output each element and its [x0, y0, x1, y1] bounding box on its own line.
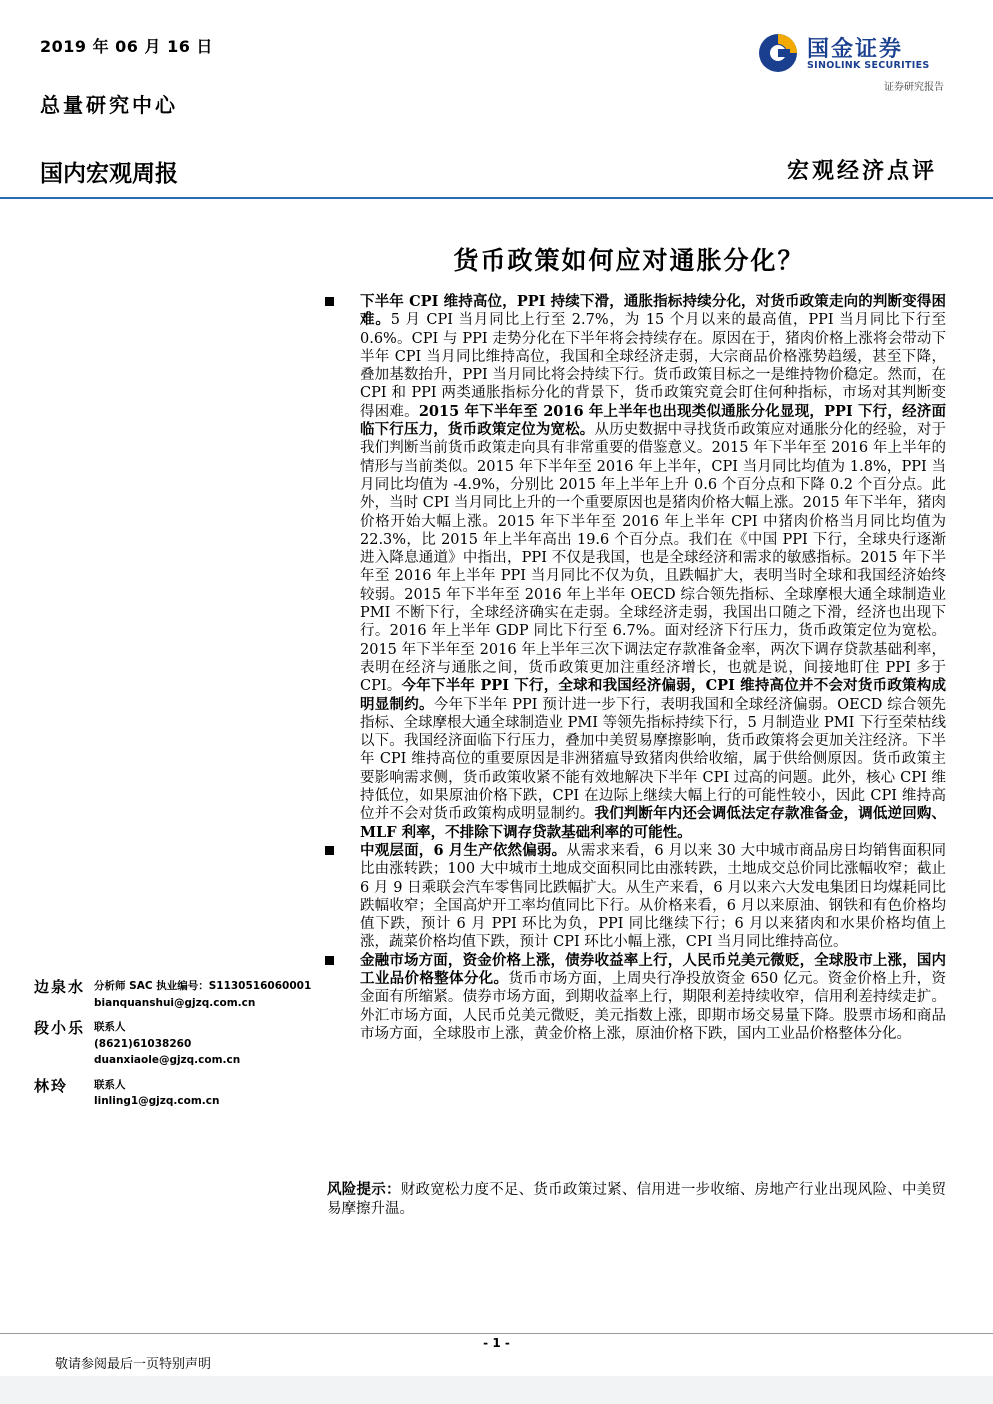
- research-center-name: 总量研究中心: [40, 93, 178, 117]
- risk-label: 风险提示：: [327, 1181, 401, 1198]
- author-name: 林玲: [34, 1076, 69, 1095]
- paragraph-bold-text: 我们判断年内还会调低法定存款准备金，调低逆回购、MLF 利率，不排除下调存贷款基础利率的可能性。: [360, 805, 947, 841]
- author-role: 联系人: [94, 1021, 126, 1033]
- report-date: 2019 年 06 月 16 日: [40, 37, 213, 56]
- company-logo: [757, 30, 947, 100]
- paragraph-bold-text: 中观层面，6 月生产依然偏弱。: [360, 841, 567, 859]
- author-role: 分析师 SAC 执业编号：S1130516060001: [94, 980, 312, 992]
- bullet-square-icon: [325, 297, 334, 306]
- summary-paragraph-2: [360, 842, 946, 952]
- author-email[interactable]: bianquanshui@gjzq.com.cn: [94, 996, 256, 1009]
- author-name: 段小乐: [34, 1019, 86, 1037]
- author-email[interactable]: linling1@gjzq.com.cn: [94, 1095, 220, 1107]
- logo-english-text: SINOLINK SECURITIES: [807, 60, 930, 71]
- paragraph-text: 今年下半年 PPI 预计进一步下行，表明我国和全球经济偏弱。OECD 综合领先指标、全球摩根大通全球制造业 PMI 等领先指标持续下行，5 月制造业 PMI 下行至荣枯线以下。我国经济面临下行压力，叠加中美贸易摩擦影响，货币政策将会更加关注经济。下半年 CPI 维持高位的重要原因是非洲猪瘟导致猪肉供给收缩，属于供给侧原因。货币政策主要影响需求侧，货币政策收紧不能有效地解决下半年 CPI 过高的问题。此外，核心 CPI 维持低位，如果原油价格下跌，CPI 在边际上继续大幅上行的可能性较小，因此 CPI 维持高位并不会对货币政策构成明显制约。: [360, 696, 946, 823]
- report-body: [360, 293, 946, 1043]
- paragraph-text: 从需求来看，6 月以来 30 大中城市商品房日均销售面积同比由涨转跌；100 大中城市土地成交面积同比由涨转跌，土地成交总价同比涨幅收窄；截止 6 月 9 日乘联会汽车零售同比跌幅扩大。从生产来看，6 月以来六大发电集团日均煤耗同比跌幅收窄；全国高炉开工率均值同比下行。从价格来看，6 月以来原油、钢铁和有色价格均值下跌，预计 6 月 PPI 环比为负，PPI 同比继续下行；6 月以来猪肉和水果价格均值上涨，蔬菜价格均值下跌，预计 CPI 环比小幅上涨，CPI 当月同比维持高位。: [360, 842, 946, 951]
- risk-notice: [327, 1181, 946, 1218]
- summary-paragraph-1: [360, 293, 946, 842]
- paragraph-bold-text: 下半年 CPI 维持高位，PPI 持续下滑，通胀指标持续分化，对货币政策走向的判断变得困难。: [360, 293, 946, 329]
- author-entry: [34, 1017, 324, 1069]
- author-entry: [34, 1075, 324, 1110]
- paragraph-bold-text: 金融市场方面，资金价格上涨，债券收益率上行，人民币兑美元微贬，全球股市上涨，国内工业品价格整体分化。: [360, 951, 946, 987]
- page-number: - 1 -: [483, 1336, 510, 1350]
- bullet-square-icon: [325, 846, 334, 855]
- summary-paragraph-3: [360, 952, 946, 1043]
- paragraph-text: 5 月 CPI 当月同比上行至 2.7%，为 15 个月以来的最高值，PPI 当月同比下行至 0.6%。CPI 与 PPI 走势分化在下半年将会持续存在。原因在于，猪肉价格上涨将会带动下半年 CPI 当月同比维持高位，我国和全球经济走弱，大宗商品价格涨势趋缓，甚至下降，叠加基数抬升，PPI 当月同比将会持续下行。货币政策目标之一是维持物价稳定。然而，在 CPI 和 PPI 两类通胀指标分化的背景下，货币政策究竟会盯住何种指标，市场对其判断变得困难。: [360, 312, 946, 420]
- author-phone: (8621)61038260: [94, 1037, 192, 1050]
- bullet-square-icon: [325, 956, 334, 965]
- report-category: 宏观经济点评: [786, 158, 937, 184]
- author-entry: [34, 976, 324, 1011]
- disclaimer-note: 敬请参阅最后一页特别声明: [55, 1357, 212, 1372]
- header-divider: [0, 197, 993, 199]
- sinolink-logo-icon: [757, 32, 799, 74]
- footer-divider: [0, 1333, 993, 1334]
- author-role: 联系人: [94, 1078, 126, 1091]
- author-email[interactable]: duanxiaole@gjzq.com.cn: [94, 1054, 241, 1066]
- report-type: 国内宏观周报: [40, 161, 178, 187]
- paragraph-bold-text: 2015 年下半年至 2016 年上半年也出现类似通胀分化显现，PPI 下行，经济面临下行压力，货币政策定位为宽松。: [360, 402, 946, 439]
- author-name: 边泉水: [34, 978, 86, 996]
- viewer-bottom-band: [0, 1376, 993, 1404]
- paragraph-text: 货币市场方面，上周央行净投放资金 650 亿元。资金价格上升，资金面有所缩紧。债券市场方面，到期收益率上行，期限利差持续收窄，信用利差持续走扩。外汇市场方面，人民币兑美元微贬，美元指数上涨，即期市场交易量下降。股票市场和商品市场方面，全球股市上涨，黄金价格上涨，原油价格下跌，国内工业品价格整体分化。: [360, 970, 946, 1042]
- risk-text: 财政宽松力度不足、货币政策过紧、信用进一步收缩、房地产行业出现风险、中美贸易摩擦升温。: [327, 1182, 947, 1217]
- author-list: [34, 976, 324, 1116]
- report-title: 货币政策如何应对通胀分化？: [453, 246, 805, 275]
- logo-subtitle: 证券研究报告: [884, 82, 944, 93]
- paragraph-text: 从历史数据中寻找货币政策应对通胀分化的经验，对于我们判断当前货币政策走向具有非常重要的借鉴意义。2015 年下半年至 2016 年上半年的情形与当前类似。2015 年下半年至 2016 年上半年，CPI 当月同比均值为 1.8%，PPI 当月同比均值为 -4.9%，分别比 2015 年上半年上升 0.6 个百分点和下降 0.2 个百分点。此外，当时 CPI 当月同比上升的一个重要原因也是猪肉价格大幅上涨。2015 年下半年，猪肉价格开始大幅上涨。2015 年下半年至 2016 年上半年 CPI 中猪肉价格当月同比均值为 22.3%，比 2015 年上半年高出 19.6 个百分点。我们在《中国 PPI 下行，全球央行逐渐进入降息通道》中指出，PPI 不仅是我国，也是全球经济和需求的敏感指标。2015 年下半年至 2016 年上半年 PPI 当月同比不仅为负，且跌幅扩大，表明当时全球和我国经济始终较弱。2015 年下半年至 2016 年上半年 OECD 综合领先指标、全球摩根大通全球制造业 PMI 不断下行，全球经济确实在走弱。全球经济走弱，我国出口随之下滑，经济也出现下行。2016 年上半年 GDP 同比下行至 6.7%。面对经济下行压力，货币政策定位为宽松。2015 年下半年至 2016 年上半年三次下调法定存款准备金率，两次下调存贷款基础利率，表明在经济与通胀之间，货币政策更加注重经济增长，也就是说，间接地盯住 PPI 多于 CPI。: [360, 422, 947, 695]
- logo-chinese-text: 国金证券: [807, 37, 904, 62]
- paragraph-bold-text: 今年下半年 PPI 下行，全球和我国经济偏弱，CPI 维持高位并不会对货币政策构成明显制约。: [360, 677, 946, 713]
